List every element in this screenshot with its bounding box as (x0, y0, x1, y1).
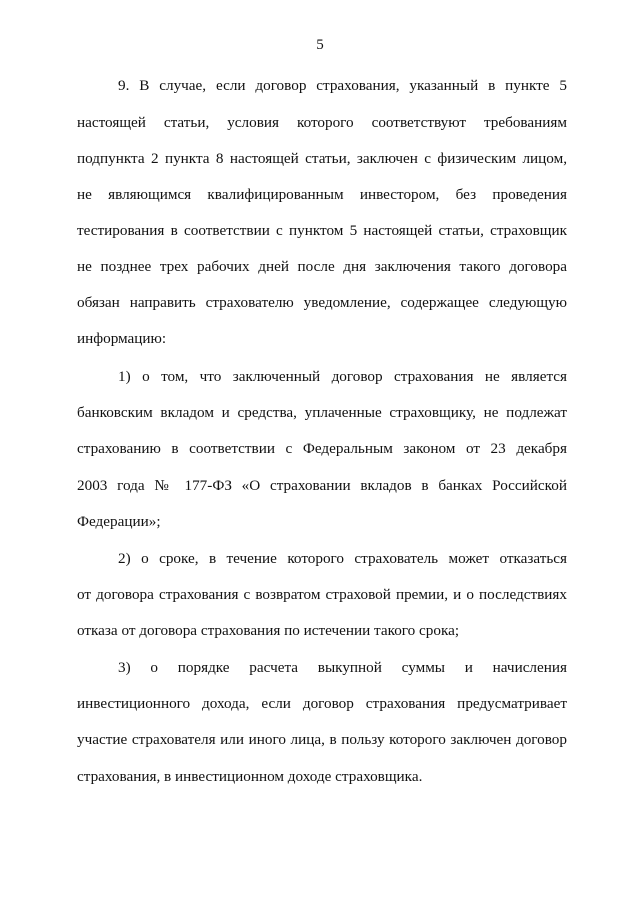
text-line: тестирования в соответствии с пунктом 5 настоящей статьи, страховщик (77, 222, 567, 239)
text-line: 2) о сроке, в течение которого страхователь может отказаться (118, 550, 567, 567)
text-line: страхования, в инвестиционном доходе страховщика. (77, 768, 423, 785)
text-line: обязан направить страхователю уведомление, содержащее следующую (77, 294, 567, 311)
text-line: участие страхователя или иного лица, в пользу которого заключен договор (77, 731, 567, 748)
page-number: 5 (316, 37, 324, 53)
text-line: подпункта 2 пункта 8 настоящей статьи, заключен с физическим лицом, (77, 150, 567, 167)
text-line: банковским вкладом и средства, уплаченные страховщику, не подлежат (77, 404, 567, 421)
text-line: отказа от договора страхования по истечении такого срока; (77, 622, 460, 639)
text-line: 2003 года № 177-ФЗ «О страховании вкладов в банках Российской (77, 477, 567, 494)
text-line: настоящей статьи, условия которого соответствуют требованиям (77, 114, 567, 131)
text-line: страхованию в соответствии с Федеральным законом от 23 декабря (77, 440, 567, 457)
text-line: от договора страхования с возвратом страховой премии, и о последствиях (77, 586, 567, 603)
text-line: информацию: (77, 330, 167, 347)
text-line: 3) о порядке расчета выкупной суммы и начисления (118, 659, 567, 676)
text-line: 9. В случае, если договор страхования, указанный в пункте 5 (118, 77, 567, 94)
text-line: Федерации»; (77, 513, 161, 530)
text-line: инвестиционного дохода, если договор страхования предусматривает (77, 695, 567, 712)
text-line: не являющимся квалифицированным инвестором, без проведения (77, 186, 567, 203)
text-line: не позднее трех рабочих дней после дня заключения такого договора (77, 258, 567, 275)
text-line: 1) о том, что заключенный договор страхования не является (118, 368, 567, 385)
